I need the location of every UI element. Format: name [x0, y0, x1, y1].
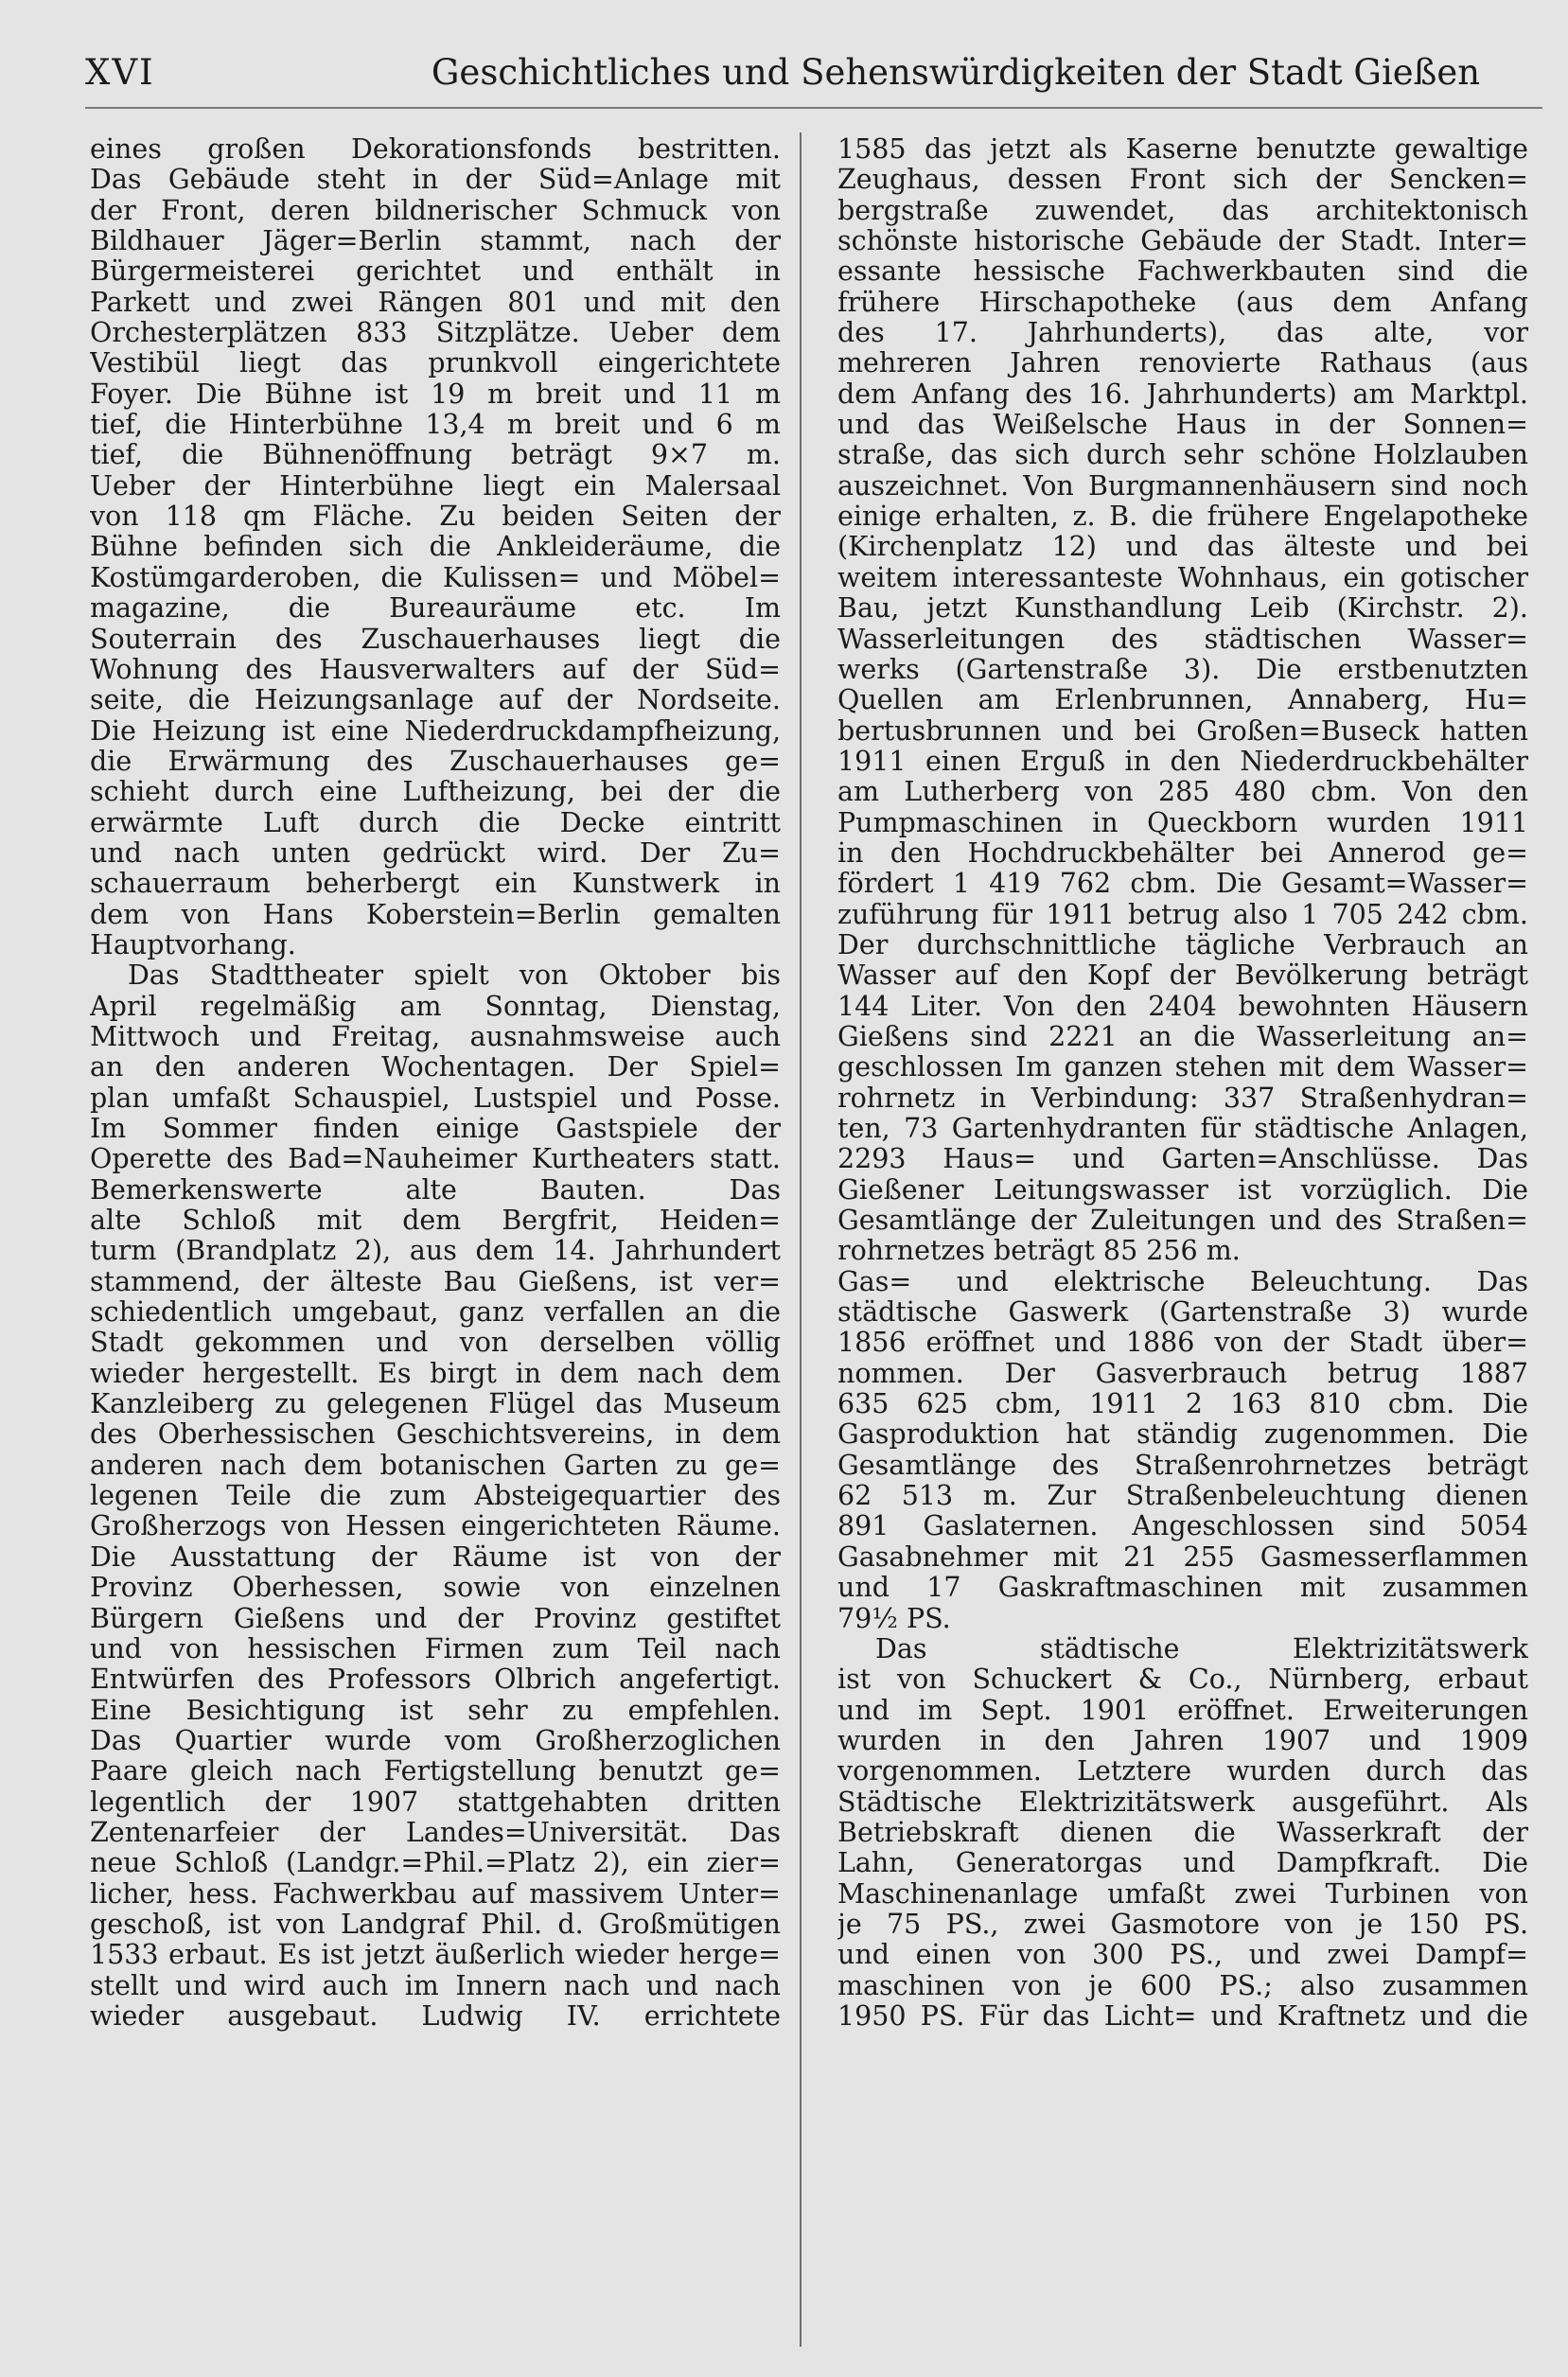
- text-line: Foyer. Die Bühne ist 19 m breit und 11 m: [90, 379, 781, 410]
- header-rule: [85, 107, 1542, 109]
- text-line: Bürgermeisterei gerichtet und enthält in: [90, 256, 781, 288]
- text-line: Provinz Oberhessen, sowie von einzelnen: [90, 1573, 781, 1604]
- text-line: Paare gleich nach Fertigstellung benutzt ge=: [90, 1756, 781, 1787]
- left-column: [90, 134, 781, 2032]
- text-line: 1856 eröffnet und 1886 von der Stadt über=: [837, 1328, 1528, 1359]
- text-line: und von hessischen Firmen zum Teil nach: [90, 1633, 781, 1664]
- text-line: Zentenarfeier der Landes=Universität. Das: [90, 1817, 781, 1848]
- text-line: städtische Gaswerk (Gartenstraße 3) wurde: [837, 1297, 1528, 1329]
- text-line: weitem interessanteste Wohnhaus, ein gotischer: [837, 562, 1528, 593]
- text-line: Großherzogs von Hessen eingerichteten Räume.: [90, 1511, 781, 1542]
- text-line: Operette des Bad=Nauheimer Kurtheaters statt.: [90, 1144, 781, 1175]
- text-line: Das Gebäude steht in der Süd=Anlage mit: [90, 165, 781, 196]
- text-line: 144 Liter. Von den 2404 bewohnten Häusern: [837, 991, 1528, 1022]
- page-number: XVI: [85, 52, 155, 93]
- text-line: dem Anfang des 16. Jahrhunderts) am Marktpl.: [837, 379, 1528, 410]
- text-line: Gießener Leitungswasser ist vorzüglich. Die: [837, 1174, 1528, 1206]
- text-line: Die Heizung ist eine Niederdruckdampfheizung,: [90, 715, 781, 747]
- text-line: in den Hochdruckbehälter bei Annerod ge=: [837, 837, 1528, 869]
- text-line: nommen. Der Gasverbrauch betrug 1887: [837, 1358, 1528, 1389]
- text-line: Entwürfen des Professors Olbrich angefertigt.: [90, 1664, 781, 1696]
- text-line: legenen Teile die zum Absteigequartier des: [90, 1481, 781, 1512]
- text-line: frühere Hirschapotheke (aus dem Anfang: [837, 287, 1528, 318]
- text-line: Orchesterplätzen 833 Sitzplätze. Ueber dem: [90, 318, 781, 349]
- text-line: Gesamtlänge des Straßenrohrnetzes beträgt: [837, 1450, 1528, 1481]
- text-line: Souterrain des Zuschauerhauses liegt die: [90, 624, 781, 655]
- text-line: tief, die Hinterbühne 13,4 m breit und 6 m: [90, 410, 781, 441]
- text-line: an den anderen Wochentagen. Der Spiel=: [90, 1052, 781, 1083]
- text-line: Der durchschnittliche tägliche Verbrauch an: [837, 929, 1528, 960]
- text-line: und nach unten gedrückt wird. Der Zu=: [90, 837, 781, 869]
- running-title: Geschichtliches und Sehenswürdigkeiten der Stadt Gießen: [431, 52, 1481, 93]
- text-line: Städtische Elektrizitätswerk ausgeführt. Als: [837, 1787, 1528, 1818]
- text-line: Das städtische Elektrizitätswerk: [875, 1633, 1528, 1664]
- text-line: stammend, der älteste Bau Gießens, ist ver=: [90, 1266, 781, 1297]
- text-line: Vestibül liegt das prunkvoll eingerichtete: [90, 348, 781, 379]
- text-line: auszeichnet. Von Burgmannenhäusern sind noch: [837, 470, 1528, 502]
- text-line: 79½ PS.: [837, 1603, 951, 1634]
- text-line: Wasser auf den Kopf der Bevölkerung beträgt: [837, 960, 1528, 992]
- text-line: und im Sept. 1901 eröffnet. Erweiterungen: [837, 1695, 1528, 1726]
- text-line: fördert 1 419 762 cbm. Die Gesamt=Wasser=: [837, 869, 1528, 900]
- text-line: Maschinenanlage umfaßt zwei Turbinen von: [837, 1878, 1528, 1910]
- text-line: schieht durch eine Luftheizung, bei der die: [90, 777, 781, 808]
- text-line: 1585 das jetzt als Kaserne benutzte gewaltige: [837, 134, 1528, 165]
- text-line: von 118 qm Fläche. Zu beiden Seiten der: [90, 502, 781, 533]
- text-line: und 17 Gaskraftmaschinen mit zusammen: [837, 1573, 1528, 1604]
- text-line: Eine Besichtigung ist sehr zu empfehlen.: [90, 1695, 781, 1726]
- text-line: einige erhalten, z. B. die frühere Engelapotheke: [837, 502, 1528, 533]
- page-header: [85, 52, 1542, 109]
- text-line: der Front, deren bildnerischer Schmuck von: [90, 195, 781, 226]
- text-line: vorgenommen. Letztere wurden durch das: [837, 1756, 1528, 1787]
- text-line: Stadt gekommen und von derselben völlig: [90, 1328, 781, 1359]
- text-line: 891 Gaslaternen. Angeschlossen sind 5054: [837, 1511, 1528, 1542]
- text-line: und einen von 300 PS., und zwei Dampf=: [837, 1940, 1528, 1971]
- text-line: seite, die Heizungsanlage auf der Nordseite.: [90, 685, 781, 716]
- text-line: Zeughaus, dessen Front sich der Sencken=: [837, 165, 1528, 196]
- text-line: 1950 PS. Für das Licht= und Kraftnetz und die: [837, 2000, 1528, 2032]
- text-line: Im Sommer finden einige Gastspiele der: [90, 1114, 781, 1144]
- text-line: dem von Hans Koberstein=Berlin gemalten: [90, 899, 781, 930]
- text-line: alte Schloß mit dem Bergfrit, Heiden=: [90, 1206, 781, 1237]
- text-line: Parkett und zwei Rängen 801 und mit den: [90, 287, 781, 318]
- text-line: magazine, die Bureauräume etc. Im: [90, 593, 781, 625]
- text-line: bertusbrunnen und bei Großen=Buseck hatten: [837, 715, 1528, 747]
- text-line: Gießens sind 2221 an die Wasserleitung an=: [837, 1021, 1528, 1052]
- text-line: (Kirchenplatz 12) und das älteste und bei: [837, 532, 1528, 563]
- text-line: Mittwoch und Freitag, ausnahmsweise auch: [90, 1021, 781, 1052]
- text-line: turm (Brandplatz 2), aus dem 14. Jahrhundert: [90, 1236, 781, 1267]
- text-line: plan umfaßt Schauspiel, Lustspiel und Posse.: [90, 1083, 781, 1114]
- text-line: 62 513 m. Zur Straßenbeleuchtung dienen: [837, 1481, 1528, 1512]
- text-line: Gasabnehmer mit 21 255 Gasmesserflammen: [837, 1541, 1528, 1573]
- text-line: zuführung für 1911 betrug also 1 705 242 cbm.: [837, 899, 1528, 930]
- text-line: Bühne befinden sich die Ankleideräume, die: [90, 532, 781, 563]
- text-line: Pumpmaschinen in Queckborn wurden 1911: [837, 807, 1528, 838]
- text-line: neue Schloß (Landgr.=Phil.=Platz 2), ein zier=: [90, 1848, 781, 1879]
- text-line: Ueber der Hinterbühne liegt ein Malersaal: [90, 470, 781, 502]
- text-line: Betriebskraft dienen die Wasserkraft der: [837, 1817, 1528, 1848]
- text-line: Gas= und elektrische Beleuchtung. Das: [837, 1266, 1528, 1297]
- text-line: Quellen am Erlenbrunnen, Annaberg, Hu=: [837, 685, 1528, 716]
- text-line: je 75 PS., zwei Gasmotore von je 150 PS.: [837, 1909, 1528, 1940]
- text-line: erwärmte Luft durch die Decke eintritt: [90, 807, 781, 838]
- text-line: ten, 73 Gartenhydranten für städtische Anlagen,: [837, 1114, 1528, 1144]
- text-line: 635 625 cbm, 1911 2 163 810 cbm. Die: [837, 1389, 1528, 1420]
- text-line: Bürgern Gießens und der Provinz gestiftet: [90, 1603, 781, 1634]
- text-line: rohrnetz in Verbindung: 337 Straßenhydran=: [837, 1083, 1528, 1114]
- text-line: Kostümgarderoben, die Kulissen= und Möbel=: [90, 562, 781, 593]
- text-line: geschoß, ist von Landgraf Phil. d. Großmütigen: [90, 1909, 781, 1940]
- column-divider: [800, 132, 802, 2347]
- text-line: 1911 einen Erguß in den Niederdruckbehälter: [837, 746, 1528, 777]
- text-line: Das Quartier wurde vom Großherzoglichen: [90, 1725, 781, 1756]
- text-line: Wohnung des Hausverwalters auf der Süd=: [90, 654, 781, 685]
- text-line: wieder hergestellt. Es birgt in dem nach dem: [90, 1358, 781, 1389]
- text-line: am Lutherberg von 285 480 cbm. Von den: [837, 777, 1528, 808]
- text-line: straße, das sich durch sehr schöne Holzlauben: [837, 440, 1528, 471]
- text-line: stellt und wird auch im Innern nach und nach: [90, 1970, 781, 2001]
- text-line: Wasserleitungen des städtischen Wasser=: [837, 624, 1528, 655]
- text-line: schiedentlich umgebaut, ganz verfallen an die: [90, 1297, 781, 1329]
- text-line: Hauptvorhang.: [90, 929, 296, 960]
- text-line: Gasproduktion hat ständig zugenommen. Die: [837, 1419, 1528, 1451]
- text-line: des Oberhessischen Geschichtsvereins, in dem: [90, 1419, 781, 1451]
- text-line: schauerraum beherbergt ein Kunstwerk in: [90, 869, 781, 900]
- right-column: [837, 134, 1528, 2032]
- text-line: schönste historische Gebäude der Stadt. Inter=: [837, 226, 1528, 257]
- text-line: Bildhauer Jäger=Berlin stammt, nach der: [90, 226, 781, 257]
- text-line: und das Weißelsche Haus in der Sonnen=: [837, 410, 1528, 441]
- text-line: essante hessische Fachwerkbauten sind die: [837, 256, 1528, 288]
- text-line: die Erwärmung des Zuschauerhauses ge=: [90, 746, 781, 777]
- text-line: ist von Schuckert & Co., Nürnberg, erbaut: [837, 1664, 1528, 1696]
- text-line: eines großen Dekorationsfonds bestritten.: [90, 134, 781, 165]
- text-line: wieder ausgebaut. Ludwig IV. errichtete: [90, 2000, 781, 2032]
- text-line: Bemerkenswerte alte Bauten. Das: [90, 1174, 781, 1206]
- text-line: werks (Gartenstraße 3). Die erstbenutzten: [837, 654, 1528, 685]
- text-line: 1533 erbaut. Es ist jetzt äußerlich wieder herge=: [90, 1940, 781, 1971]
- text-line: geschlossen Im ganzen stehen mit dem Wasser=: [837, 1052, 1528, 1083]
- text-line: wurden in den Jahren 1907 und 1909: [837, 1725, 1528, 1756]
- text-line: mehreren Jahren renovierte Rathaus (aus: [837, 348, 1528, 379]
- text-line: Lahn, Generatorgas und Dampfkraft. Die: [837, 1848, 1528, 1879]
- text-line: Bau, jetzt Kunsthandlung Leib (Kirchstr. 2).: [837, 593, 1528, 625]
- text-line: bergstraße zuwendet, das architektonisch: [837, 195, 1528, 226]
- text-line: Gesamtlänge der Zuleitungen und des Straßen=: [837, 1206, 1528, 1237]
- text-line: Das Stadttheater spielt von Oktober bis: [128, 960, 781, 992]
- text-line: rohrnetzes beträgt 85 256 m.: [837, 1236, 1241, 1267]
- text-line: Die Ausstattung der Räume ist von der: [90, 1541, 781, 1573]
- text-line: maschinen von je 600 PS.; also zusammen: [837, 1970, 1528, 2001]
- text-line: licher, hess. Fachwerkbau auf massivem Unter=: [90, 1878, 781, 1910]
- text-line: April regelmäßig am Sonntag, Dienstag,: [90, 991, 781, 1022]
- text-line: Kanzleiberg zu gelegenen Flügel das Museum: [90, 1389, 781, 1420]
- text-line: 2293 Haus= und Garten=Anschlüsse. Das: [837, 1144, 1528, 1175]
- text-line: des 17. Jahrhunderts), das alte, vor: [837, 318, 1528, 349]
- text-line: legentlich der 1907 stattgehabten dritten: [90, 1787, 781, 1818]
- text-line: anderen nach dem botanischen Garten zu ge=: [90, 1450, 781, 1481]
- text-line: tief, die Bühnenöffnung beträgt 9×7 m.: [90, 440, 781, 471]
